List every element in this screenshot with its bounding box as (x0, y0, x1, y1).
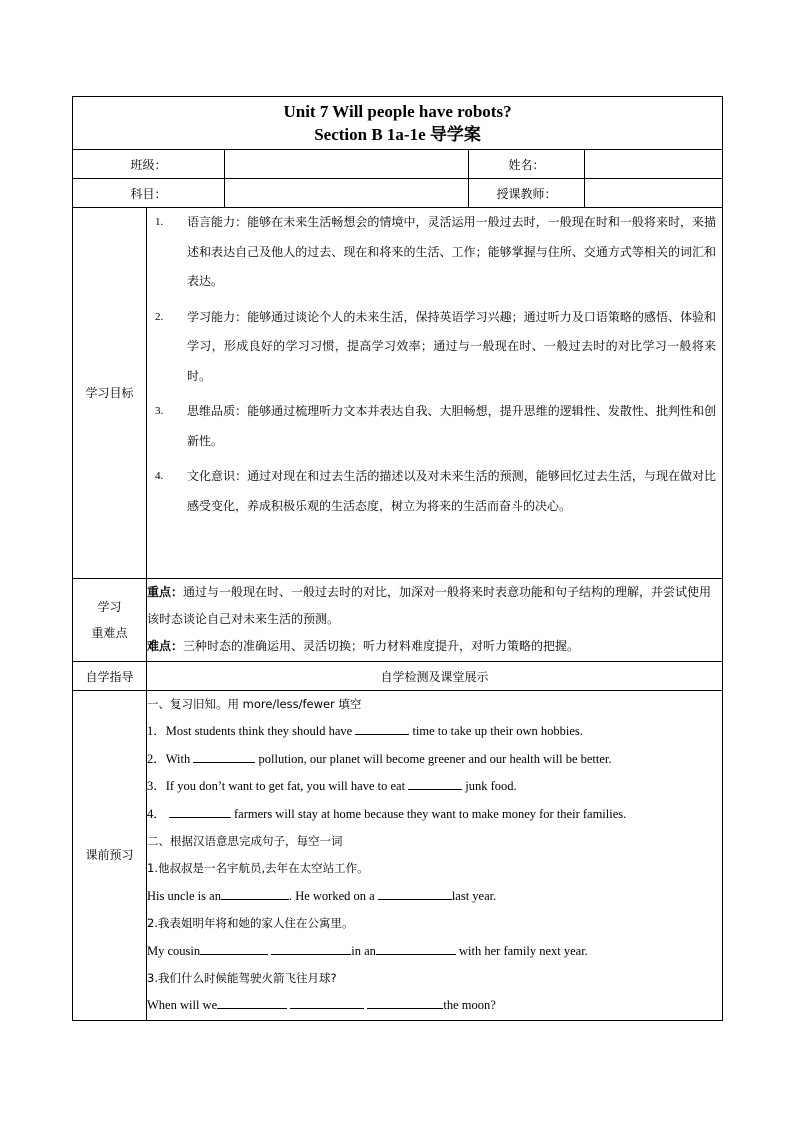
q2-text-b: pollution, our planet will become greener and our health will be better. (258, 751, 612, 766)
difficult-point (147, 633, 722, 660)
s3-blank-1[interactable] (217, 996, 287, 1009)
info-row-1 (73, 150, 723, 179)
name-field[interactable] (585, 150, 723, 179)
section1-title: 一、复习旧知。用 more/less/fewer 填空 (147, 697, 362, 711)
s3-text-a: When will we (147, 998, 218, 1013)
goals-label: 学习目标 (73, 208, 147, 579)
section2-title: 二、根据汉语意思完成句子，每空一词 (147, 834, 343, 849)
difficult-point-text: 三种时态的准确运用、灵活切换；听力材料难度提升，对听力策略的把握。 (183, 639, 580, 653)
question-1 (147, 718, 722, 745)
s2-text-b: in an (351, 943, 376, 958)
focus-cell (147, 579, 723, 662)
goal-number: 2. (155, 310, 164, 323)
s1-text-a: His uncle is an (147, 888, 221, 903)
q3-blank[interactable] (408, 777, 462, 790)
teacher-label: 授课教师： (469, 179, 585, 208)
sentence-3-chinese: 3.我们什么时候能驾驶火箭飞往月球? (147, 971, 337, 986)
teacher-field[interactable] (585, 179, 723, 208)
s1-blank-2[interactable] (378, 887, 452, 900)
sentence-3-english (147, 992, 722, 1019)
question-2 (147, 746, 722, 773)
title-line2: Section B 1a-1e 导学案 (314, 125, 481, 144)
guide-label: 自学指导 (73, 662, 147, 691)
key-point-text: 通过与一般现在时、一般过去时的对比，加深对一般将来时表意功能和句子结构的理解，并尝试使用该时态谈论自己对未来生活的预测。 (147, 585, 712, 626)
q4-blank[interactable] (169, 805, 231, 818)
sentence-2-chinese: 2.我表姐明年将和她的家人住在公寓里。 (147, 916, 354, 931)
focus-label-line1: 学习 (97, 600, 122, 614)
focus-label (73, 579, 147, 662)
class-field[interactable] (225, 150, 469, 179)
q4-text-b: farmers will stay at home because they want to make money for their families. (234, 806, 627, 821)
goal-text: 学习能力：能够通过谈论个人的未来生活，保持英语学习兴趣；通过听力及口语策略的感悟、体验和学习，形成良好的学习习惯，提高学习效率；通过与一般现在时、一般过去时的对比学习一般将来时。 (187, 309, 717, 383)
preview-label: 课前预习 (73, 691, 147, 1021)
s3-text-b: the moon? (443, 998, 496, 1013)
goal-text: 思维品质：能够通过梳理听力文本并表达自我、大胆畅想，提升思维的逻辑性、发散性、批判性和创新性。 (187, 404, 717, 448)
key-point-label: 重点： (147, 585, 184, 599)
s1-blank-1[interactable] (221, 887, 289, 900)
subject-label: 科目： (73, 179, 225, 208)
info-row-2 (73, 179, 723, 208)
class-label: 班级： (73, 150, 225, 179)
s3-blank-2[interactable] (290, 996, 364, 1009)
question-3 (147, 773, 722, 800)
preview-cell (147, 691, 723, 1021)
sentence-2-english (147, 938, 722, 965)
s3-blank-3[interactable] (367, 996, 443, 1009)
s1-text-c: last year. (451, 888, 497, 903)
goal-item (147, 208, 722, 297)
sentence-1-chinese: 1.他叔叔是一名宇航员,去年在太空站工作。 (147, 861, 369, 876)
s1-text-b: . He worked on a (288, 888, 375, 903)
goal-item (147, 397, 722, 456)
sentence-1-english (147, 883, 722, 910)
q1-text-b: time to take up their own hobbies. (412, 724, 583, 739)
s2-text-c: with her family next year. (459, 943, 588, 958)
q2-text-a: 2．With (147, 751, 191, 766)
focus-row (73, 579, 723, 662)
key-point (147, 579, 722, 633)
worksheet-table (72, 96, 723, 1021)
goal-item (147, 303, 722, 392)
s2-blank-1[interactable] (200, 942, 268, 955)
goal-text: 文化意识：通过对现在和过去生活的描述以及对未来生活的预测，能够回忆过去生活，与现在做对比感受变化，养成积极乐观的生活态度，树立为将来的生活而奋斗的决心。 (187, 469, 717, 513)
goal-text: 语言能力：能够在未来生活畅想会的情境中，灵活运用一般过去时，一般现在时和一般将来时，来描述和表达自己及他人的过去、现在和将来的生活、工作；能够掌握与住所、交通方式等相关的词汇和表达。 (187, 215, 717, 288)
title-row (73, 97, 723, 150)
preview-row (73, 691, 723, 1021)
s2-blank-2[interactable] (271, 942, 351, 955)
q3-text-a: 3．If you don’t want to get fat, you will have to eat (147, 779, 406, 794)
q1-text-a: 1．Most students think they should have (147, 724, 353, 739)
title-cell (73, 97, 723, 150)
goal-item (147, 462, 722, 521)
name-label: 姓名： (469, 150, 585, 179)
title-line1: Unit 7 Will people have robots? (283, 102, 512, 121)
goals-row (73, 208, 723, 579)
difficult-point-label: 难点： (147, 639, 184, 653)
goal-number: 1. (155, 216, 164, 228)
s2-blank-3[interactable] (376, 942, 456, 955)
subject-field[interactable] (225, 179, 469, 208)
q4-text-a: 4． (147, 806, 166, 821)
goals-cell (147, 208, 723, 579)
question-4 (147, 801, 722, 828)
goal-number: 3. (155, 405, 164, 417)
focus-label-line2: 重难点 (91, 626, 128, 640)
guide-row (73, 662, 723, 691)
q1-blank[interactable] (355, 722, 409, 735)
guide-header: 自学检测及课堂展示 (147, 662, 723, 691)
goal-number: 4. (155, 470, 164, 482)
q2-blank[interactable] (193, 750, 255, 763)
q3-text-b: junk food. (465, 779, 517, 794)
s2-text-a: My cousin (147, 943, 201, 958)
